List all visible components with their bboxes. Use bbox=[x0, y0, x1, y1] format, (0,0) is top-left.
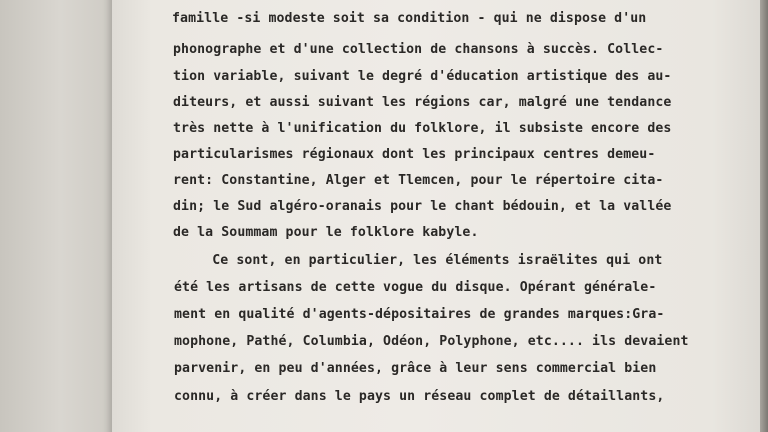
text-line: de la Soummam pour le folklore kabyle. bbox=[173, 225, 479, 240]
text-line: din; le Sud algéro-oranais pour le chant bédouin, et la vallée bbox=[173, 199, 672, 214]
text-line: particularismes régionaux dont les principaux centres demeu- bbox=[173, 147, 656, 162]
paragraph-start-line: Ce sont, en particulier, les éléments israëlites qui ont bbox=[172, 253, 663, 268]
text-line: très nette à l'unification du folklore, il subsiste encore des bbox=[173, 121, 672, 136]
text-line: phonographe et d'une collection de chansons à succès. Collec- bbox=[173, 42, 664, 57]
text-line: mophone, Pathé, Columbia, Odéon, Polyphone, etc.... ils devaient bbox=[174, 334, 689, 349]
text-line: tion variable, suivant le degré d'éducation artistique des au- bbox=[173, 69, 672, 84]
underlying-sheet bbox=[0, 0, 120, 432]
text-line: diteurs, et aussi suivant les régions car, malgré une tendance bbox=[173, 95, 672, 110]
page-shadow-edge bbox=[760, 0, 768, 432]
text-line: famille -si modeste soit sa condition - qui ne dispose d'un bbox=[172, 11, 647, 26]
text-line: connu, à créer dans le pays un réseau complet de détaillants, bbox=[174, 389, 665, 404]
text-line: rent: Constantine, Alger et Tlemcen, pour le répertoire cita- bbox=[173, 173, 664, 188]
text-line: parvenir, en peu d'années, grâce à leur sens commercial bien bbox=[174, 361, 657, 376]
text-line: été les artisans de cette vogue du disque. Opérant générale- bbox=[174, 280, 657, 295]
text-line: ment en qualité d'agents-dépositaires de grandes marques:Gra- bbox=[174, 307, 665, 322]
